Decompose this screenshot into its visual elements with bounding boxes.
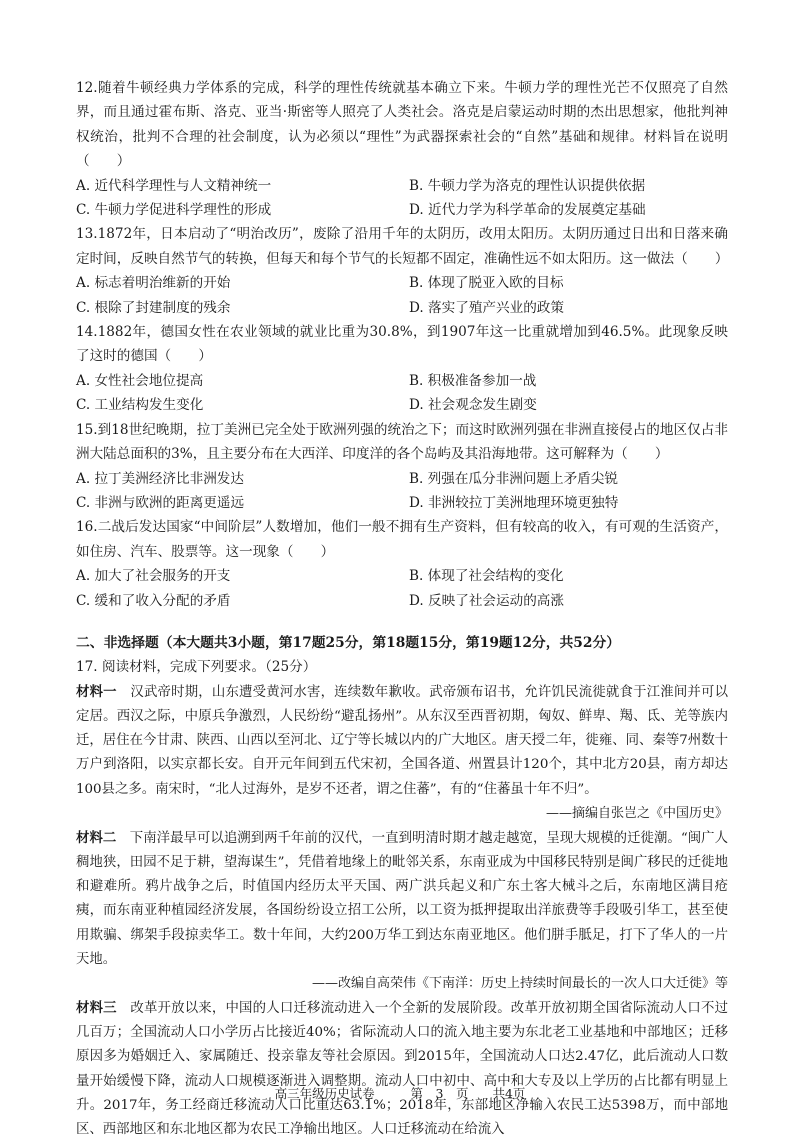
option-a: A. 女性社会地位提高: [76, 372, 204, 389]
option-a: A. 标志着明治维新的开始: [76, 275, 231, 292]
material-1-text: 汉武帝时期，山东遭受黄河水害，连续数年歉收。武帝颁布诏书，允许饥民流徙就食于江淮间并可以定居。西汉之际，中原兵争激烈，人民纷纷“避乱扬州”。从东汉至西晋初期，匈奴、鲜卑、羯、氐、羌等族内迁，居住在今甘肃、陕西、山西以至河北、辽宁等长城以内的广大地区。唐天授二年，徙雍、同、秦等7州数十万户到洛阳，以实京都长安。自开元年间到五代宋初，全国各道、州置县计120个，其中北方20县，南方却达100县之多。南宋时，“北人过海外，是岁不还者，谓之住蕃”，有的“住蕃虽十年不归”。: [76, 684, 728, 797]
option-b: B. 体现了脱亚入欧的目标: [409, 275, 564, 292]
footer-page-number: 第 3 页: [410, 1086, 469, 1101]
option-d: D. 落实了殖产兴业的政策: [409, 299, 564, 316]
question-stem: 13.1872年，日本启动了“明治改历”，废除了沿用千年的太阴历，改用太阳历。太阴历通过日出和日落来确定时间，反映自然节气的转换，但每天和每个节气的长短都不固定，准确性远不如太阳历。这一做法（ ）: [76, 226, 729, 267]
question-stem: 15.到18世纪晚期，拉丁美洲已完全处于欧洲列强的统治之下；而这时欧洲列强在非洲直接侵占的地区仅占非洲大陆总面积的3%，且主要分布在大西洋、印度洋的各个岛屿及其沿海地带。这可解释为（ ）: [76, 421, 728, 463]
option-b: B. 积极准备参加一战: [409, 372, 537, 389]
section-title: 二、非选择题（本大题共3小题，第17题25分，第18题15分，第19题12分，共52分）: [76, 634, 621, 651]
option-d: D. 社会观念发生剧变: [409, 397, 537, 414]
option-b: B. 牛顿力学为洛克的理性认识提供依据: [409, 177, 646, 194]
question-stem: 12.随着牛顿经典力学体系的完成，科学的理性传统就基本确立下来。牛顿力学的理性光芒不仅照亮了自然界，而且通过霍布斯、洛克、亚当·斯密等人照亮了人类社会。洛克是启蒙运动时期的杰出思想家，他批判神权统治，批判不合理的社会制度，认为必须以“理性”为武器探索社会的“自然”基础和规律。材料旨在说明（ ）: [76, 80, 728, 170]
options: [76, 174, 728, 223]
option-a: A. 加大了社会服务的开支: [76, 568, 231, 585]
options: [76, 271, 728, 320]
question-12: [76, 76, 728, 222]
option-c: C. 工业结构发生变化: [76, 397, 204, 414]
page-footer: [0, 1084, 800, 1102]
footer-total-pages: 共4页: [492, 1086, 526, 1101]
question-16: [76, 515, 728, 613]
material-3-text: 改革开放以来，中国的人口迁移流动进入一个全新的发展阶段。改革开放初期全国省际流动人口不过几百万；全国流动人口小学历占比接近40%；省际流动人口的流入地主要为东北老工业基地和中部地区；迁移原因多为婚姻迁入、家属随迁、投亲靠友等社会原因。到2015年，全国流动人口达2.47亿，此后流动人口数量开始缓慢下降，流动人口规模逐渐进入调整期。流动人口中初中、高中和大专及以上学历的占比都有明显上升。2017年，务工经商迁移流动人口比重达63.1%；2018年，东部地区净输入农民工达5398万，而中部地区、西部地区和东北地区都为农民工净输出地区。人口迁移流动在给流入: [76, 1000, 728, 1137]
option-a: A. 拉丁美洲经济比非洲发达: [76, 470, 244, 487]
material-1: [76, 680, 728, 802]
material-1-source: ——摘编自张岂之《中国历史》: [545, 805, 728, 821]
option-d: D. 反映了社会运动的高涨: [409, 592, 564, 609]
material-2-text: 下南洋最早可以追溯到两千年前的汉代，一直到明清时期才越走越宽，呈现大规模的迁徙潮。“闽广人稠地狭，田园不足于耕，望海谋生”，凭借着地缘上的毗邻关系，东南亚成为中国移民特别是闽广移民的迁徙地和避难所。鸦片战争之后，时值国内经历太平天国、两广洪兵起义和广东土客大械斗之后，东南地区满目疮痍，而东南亚种植园经济发展，各国纷纷设立招工公所，以工资为抵押提取出洋旅费等手段吸引华工，甚至使用欺骗、绑架手段掠卖华工。数十年间，大约200万华工到达东南亚地区。他们胼手胝足，打下了华人的一片天地。: [76, 830, 729, 967]
option-a: A. 近代科学理性与人文精神统一: [76, 177, 272, 194]
options: [76, 369, 728, 418]
option-b: B. 体现了社会结构的变化: [409, 568, 564, 585]
option-c: C. 牛顿力学促进科学理性的形成: [76, 202, 272, 219]
footer-exam-name: 高三年级历史试卷: [274, 1086, 375, 1101]
question-13: [76, 222, 728, 320]
material-3: [76, 996, 728, 1142]
options: [76, 467, 728, 516]
material-1-label: 材料一: [76, 683, 117, 700]
material-3-label: 材料三: [76, 999, 117, 1016]
material-2-label: 材料二: [76, 829, 117, 846]
material-2-source: ——改编自高荣伟《下南洋：历史上持续时间最长的一次人口大迁徙》等: [311, 975, 728, 991]
option-c: C. 根除了封建制度的残余: [76, 299, 231, 316]
option-d: D. 近代力学为科学革命的发展奠定基础: [409, 202, 646, 219]
options: [76, 564, 728, 613]
option-d: D. 非洲较拉丁美洲地理环境更独特: [409, 494, 619, 511]
option-c: C. 非洲与欧洲的距离更遥远: [76, 494, 245, 511]
question-14: [76, 320, 728, 418]
option-b: B. 列强在瓜分非洲问题上矛盾尖锐: [409, 470, 618, 487]
question-stem: 14.1882年，德国女性在农业领域的就业比重为30.8%，到1907年这一比重就增加到46.5%。此现象反映了这时的德国（ ）: [76, 324, 728, 365]
question-stem: 16.二战后发达国家“中间阶层”人数增加，他们一般不拥有生产资料，但有较高的收入，有可观的生活资产，如住房、汽车、股票等。这一现象（ ）: [76, 519, 728, 560]
exam-page: [76, 76, 728, 1142]
option-c: C. 缓和了收入分配的矛盾: [76, 592, 231, 609]
question-15: [76, 418, 728, 516]
question-17-prompt: 17. 阅读材料，完成下列要求。（25分）: [76, 659, 317, 676]
material-2: [76, 826, 728, 972]
